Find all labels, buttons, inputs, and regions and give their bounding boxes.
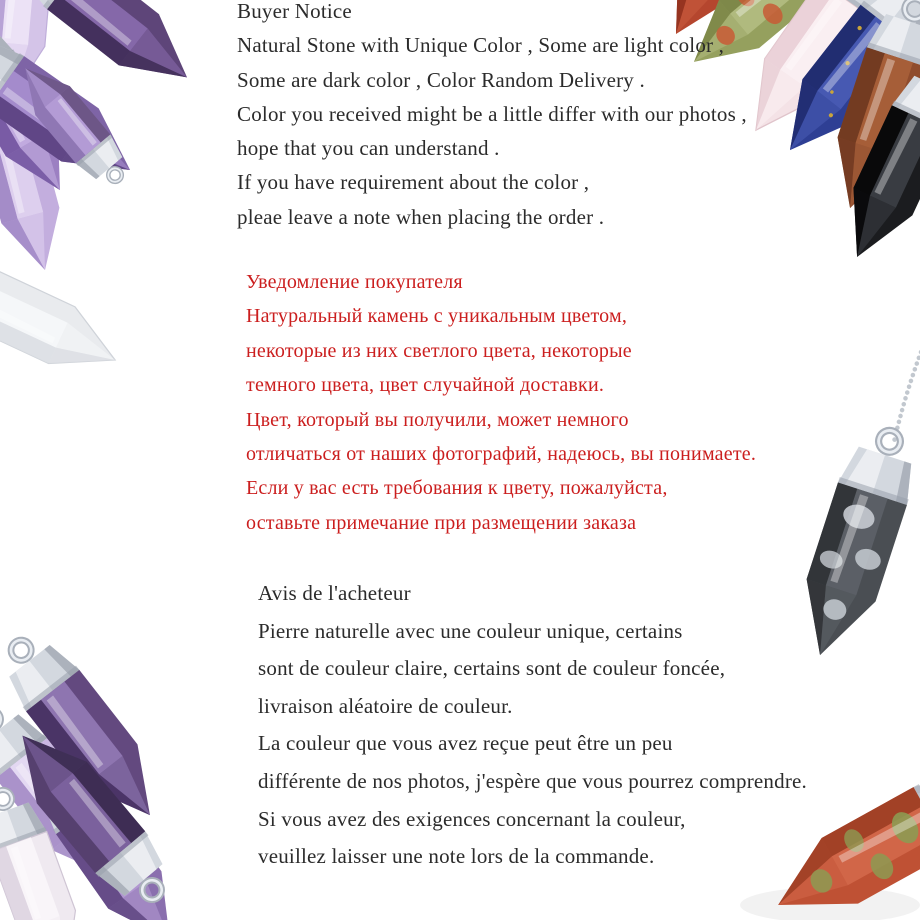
notice-line-ru: темного цвета, цвет случайной доставки. — [246, 374, 605, 397]
buyer-notice-title-ru: Уведомление покупателя — [246, 271, 463, 293]
notice-line-ru: Цвет, который вы получили, может немного — [246, 408, 629, 431]
notice-line-en: If you have requirement about the color , — [237, 170, 590, 195]
buyer-notice-french — [258, 575, 807, 876]
notice-line-en: Color you received might be a little differ with our photos , — [237, 101, 747, 126]
notice-line-fr: veuillez laisser une note lors de la commande. — [258, 844, 655, 869]
notice-line-en: hope that you can understand . — [237, 136, 500, 161]
notice-line-en: Some are dark color , Color Random Delivery . — [237, 67, 645, 92]
notice-line-fr: Pierre naturelle avec une couleur unique, certains — [258, 618, 683, 643]
notice-line-ru: Если у вас есть требования к цвету, пожалуйста, — [246, 477, 668, 500]
notice-line-ru: Натуральный камень с уникальным цветом, — [246, 305, 628, 328]
notice-line-fr: sont de couleur claire, certains sont de couleur foncée, — [258, 656, 726, 681]
notice-line-en: Natural Stone with Unique Color , Some are light color , — [237, 33, 725, 58]
notice-line-en: pleae leave a note when placing the order . — [237, 204, 605, 229]
notice-line-ru: некоторые из них светлого цвета, некоторые — [246, 339, 632, 362]
buyer-notice-title-en: Buyer Notice — [237, 0, 352, 23]
notice-line-fr: La couleur que vous avez reçue peut être un peu — [258, 731, 673, 756]
notice-line-fr: Si vous avez des exigences concernant la couleur, — [258, 806, 686, 831]
buyer-notice-russian — [246, 265, 756, 540]
buyer-notice-english — [237, 0, 747, 234]
notice-line-ru: отличаться от наших фотографий, надеюсь, вы понимаете. — [246, 443, 757, 466]
notice-line-fr: différente de nos photos, j'espère que vous pourrez comprendre. — [258, 768, 807, 793]
notice-line-fr: livraison aléatoire de couleur. — [258, 693, 513, 718]
clear-quartz-pendant-photo — [0, 246, 128, 388]
notice-line-ru: оставьте примечание при размещении заказа — [246, 511, 637, 534]
silver-bead-chain — [894, 352, 920, 442]
buyer-notice-title-fr: Avis de l'acheteur — [258, 581, 411, 605]
